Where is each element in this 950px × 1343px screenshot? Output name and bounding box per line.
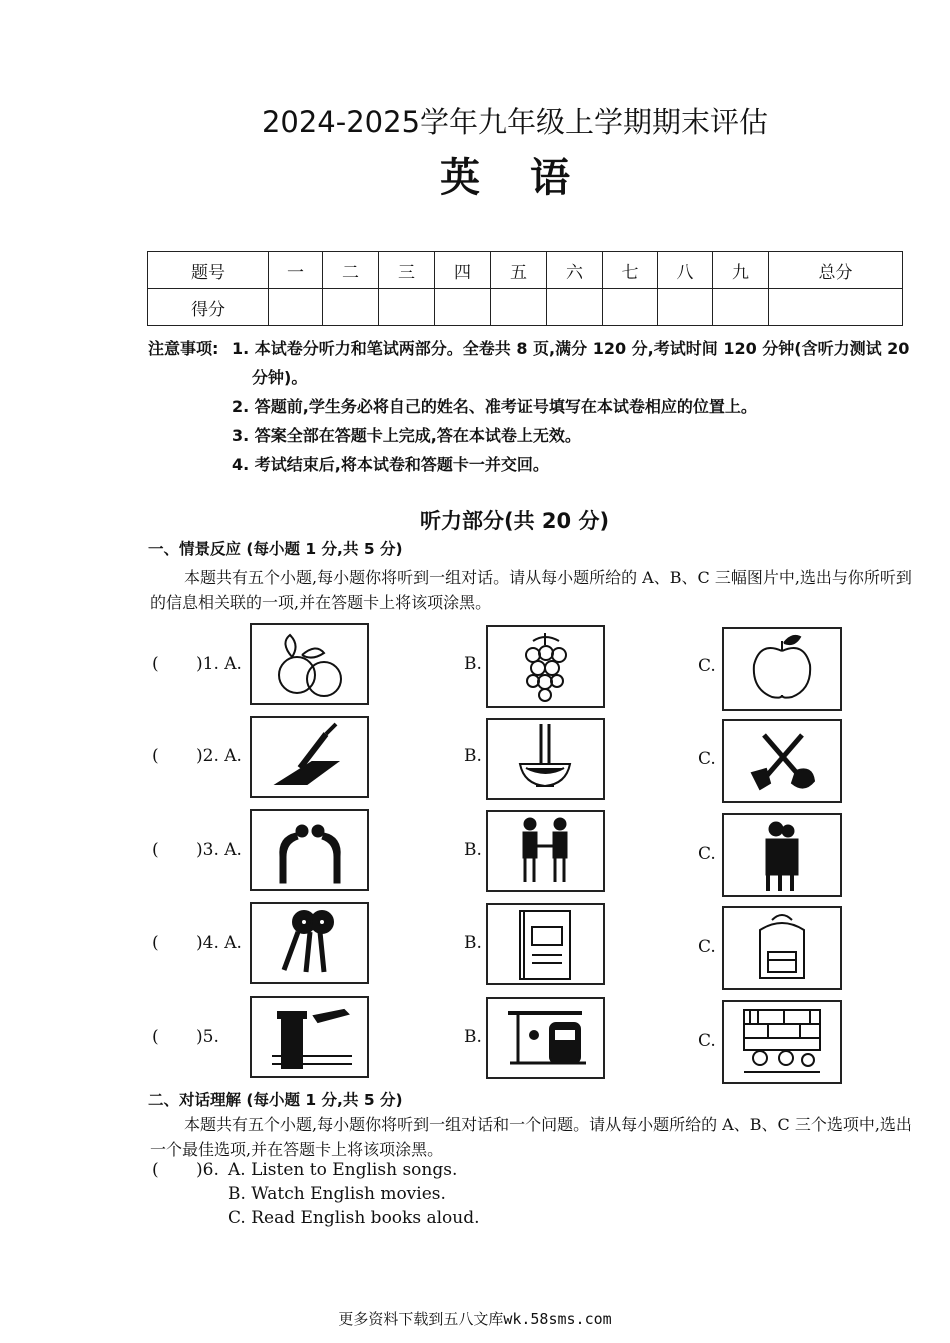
footer-watermark: 更多资料下载到五八文库wk.58sms.com: [338, 1310, 612, 1328]
airport-icon[interactable]: [250, 996, 369, 1078]
table-cell: 六: [547, 252, 603, 289]
library-icon[interactable]: [722, 1000, 842, 1084]
question-label: )6.: [196, 1160, 219, 1180]
part2-heading: 二、对话理解 (每小题 1 分,共 5 分): [148, 1091, 403, 1109]
option-c-label: C.: [698, 844, 716, 864]
table-cell: 九: [713, 252, 769, 289]
train-station-icon[interactable]: [486, 997, 605, 1079]
question-label: )1. A.: [196, 654, 242, 674]
notes-label: 注意事项:: [148, 339, 219, 358]
people-hugging-icon[interactable]: [722, 813, 842, 897]
table-cell: 五: [491, 252, 547, 289]
option-b-label: B.: [464, 654, 482, 674]
note-item: 1. 本试卷分听力和笔试两部分。全卷共 8 页,满分 120 分,考试时间 120 分钟(含听力测试 20 分钟)。: [232, 339, 910, 387]
option-c-label: C.: [698, 749, 716, 769]
part2-instructions: 本题共有五个小题,每小题你将听到一组对话和一个问题。请从每小题所给的 A、B、C 三个选项中,选出一个最佳选项,并在答题卡上将该项涂黑。: [150, 1115, 912, 1159]
chopsticks-bowl-icon[interactable]: [486, 718, 605, 800]
lemons-icon[interactable]: [250, 623, 369, 705]
table-cell: 二: [323, 252, 379, 289]
score-cell[interactable]: [269, 289, 323, 326]
people-bowing-icon[interactable]: [250, 809, 369, 891]
option-c-label: C.: [698, 656, 716, 676]
part1-heading: 一、情景反应 (每小题 1 分,共 5 分): [148, 540, 403, 558]
table-cell: 八: [658, 252, 713, 289]
option-b-label: B.: [464, 933, 482, 953]
score-table: [147, 251, 903, 326]
table-cell: 一: [269, 252, 323, 289]
backpack-icon[interactable]: [722, 906, 842, 990]
keys-icon[interactable]: [250, 902, 369, 984]
part1-instructions: 本题共有五个小题,每小题你将听到一组对话。请从每小题所给的 A、B、C 三幅图片中,选出与你所听到的信息相关联的一项,并在答题卡上将该项涂黑。: [150, 568, 912, 612]
answer-paren[interactable]: (: [152, 933, 159, 953]
answer-paren[interactable]: (: [152, 654, 159, 674]
subject-title: 英语: [440, 154, 620, 201]
answer-paren[interactable]: (: [152, 840, 159, 860]
option-a[interactable]: A. Listen to English songs.: [228, 1160, 458, 1180]
garden-tools-icon[interactable]: [722, 719, 842, 803]
table-cell: 四: [435, 252, 491, 289]
apple-icon[interactable]: [722, 627, 842, 711]
exam-title: 2024-2025学年九年级上学期期末评估: [261, 105, 769, 139]
table-cell: 七: [603, 252, 658, 289]
answer-paren[interactable]: (: [152, 1027, 159, 1047]
knife-cutting-board-icon[interactable]: [250, 716, 369, 798]
people-shaking-hands-icon[interactable]: [486, 810, 605, 892]
note-item: 3. 答案全部在答题卡上完成,答在本试卷上无效。: [232, 426, 581, 445]
score-cell[interactable]: [323, 289, 379, 326]
notes-block: [148, 334, 918, 479]
option-b-label: B.: [464, 1027, 482, 1047]
listening-section-title: 听力部分(共 20 分): [420, 509, 610, 533]
option-b[interactable]: B. Watch English movies.: [228, 1184, 446, 1204]
note-item: 2. 答题前,学生务必将自己的姓名、准考证号填写在本试卷相应的位置上。: [232, 397, 757, 416]
score-table-header-row: [148, 252, 903, 289]
question-label: )4. A.: [196, 933, 242, 953]
option-c-label: C.: [698, 937, 716, 957]
score-cell[interactable]: [769, 289, 903, 326]
question-label: )5.: [196, 1027, 219, 1047]
answer-paren[interactable]: (: [152, 746, 159, 766]
table-cell: 得分: [148, 289, 269, 326]
option-b-label: B.: [464, 746, 482, 766]
score-cell[interactable]: [713, 289, 769, 326]
question-label: )2. A.: [196, 746, 242, 766]
score-cell[interactable]: [435, 289, 491, 326]
answer-paren[interactable]: (: [152, 1160, 159, 1180]
note-item: 4. 考试结束后,将本试卷和答题卡一并交回。: [232, 455, 549, 474]
table-cell: 题号: [148, 252, 269, 289]
option-c[interactable]: C. Read English books aloud.: [228, 1208, 480, 1228]
book-icon[interactable]: [486, 903, 605, 985]
score-cell[interactable]: [603, 289, 658, 326]
question-label: )3. A.: [196, 840, 242, 860]
option-b-label: B.: [464, 840, 482, 860]
grapes-icon[interactable]: [486, 625, 605, 708]
table-cell: 三: [379, 252, 435, 289]
score-table-score-row: [148, 289, 903, 326]
score-cell[interactable]: [379, 289, 435, 326]
score-cell[interactable]: [658, 289, 713, 326]
score-cell[interactable]: [491, 289, 547, 326]
option-c-label: C.: [698, 1031, 716, 1051]
table-cell: 总分: [769, 252, 903, 289]
score-cell[interactable]: [547, 289, 603, 326]
